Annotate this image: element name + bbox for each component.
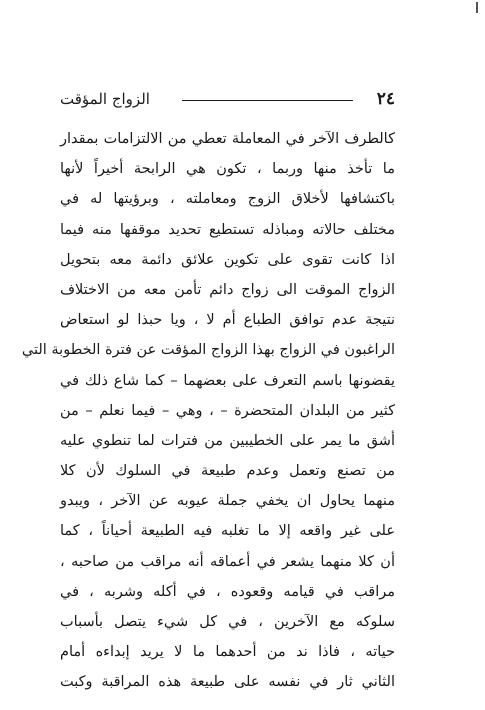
text-line: مختلف حالاته ومباذله تستطيع تحديد موقفها منه فيما	[60, 221, 395, 238]
text-line: كالطرف الآخر في المعاملة تعطي من الالتزامات بمقدار	[60, 131, 395, 147]
text-line: كثير من البلدان المتحضرة – ، وهي – فيما نعلم – من	[60, 402, 395, 419]
text-line: الثاني ثار في نفسه على طبيعة هذه المراقبة وكبت	[60, 674, 395, 691]
text-line: باكتشافها لأخلاق الزوج ومعاملته ، وبرؤيتها له في	[60, 191, 395, 208]
page-number: ٢٤	[376, 89, 395, 109]
text-line: الراغبون في الزواج بهذا الزواج المؤقت عن فترة الخطوبة التي	[21, 342, 395, 359]
text-line: منهما يحاول ان يخفي جملة عيوبه عن الآخر ، ويبدو	[60, 493, 395, 510]
running-title: الزواج المؤقت	[60, 90, 150, 108]
text-line: على غير واقعه إلا ما تغلبه فيه الطبيعة أحياناً ، كما	[60, 523, 395, 540]
text-line: مراقب في قيامه وقعوده ، في أكله وشربه ، في	[60, 583, 395, 600]
text-line: أشق ما يمر على الخطيبين من فترات لما تنطوي عليه	[60, 432, 395, 449]
text-line: ما تأخذ منها وربما ، تكون هي الرابحة أخيراً لأنها	[60, 161, 395, 178]
text-line: من تصنع وتعمل وعدم طبيعة في السلوك لأن كلا	[60, 463, 395, 480]
text-line: أن كلا منهما يشعر في أعماقه أنه مراقب من صاحبه ،	[60, 553, 395, 570]
page-header	[60, 88, 395, 114]
text-line: سلوكه مع الآخرين ، في كل شيء يتصل بأسباب	[60, 614, 395, 630]
text-line: اذا كانت تقوى على تكوين علائق دائمة معه بتحويل	[60, 251, 395, 268]
text-line: الزواج الموقت الى زواج دائم تأمن معه من الاختلاف	[60, 281, 395, 298]
scan-mark	[476, 2, 478, 13]
text-line: يقضونها باسم التعرف على بعضهما – كما شاع ذلك في	[60, 372, 395, 389]
header-rule	[182, 100, 353, 101]
text-line: نتيجة عدم توافق الطباع أم لا ، ويا حبذا لو استعاض	[60, 312, 395, 329]
body-text	[21, 124, 395, 698]
text-line: حياته ، فاذا ند من أحدهما ما لا يريد إبداءه أمام	[60, 644, 395, 661]
